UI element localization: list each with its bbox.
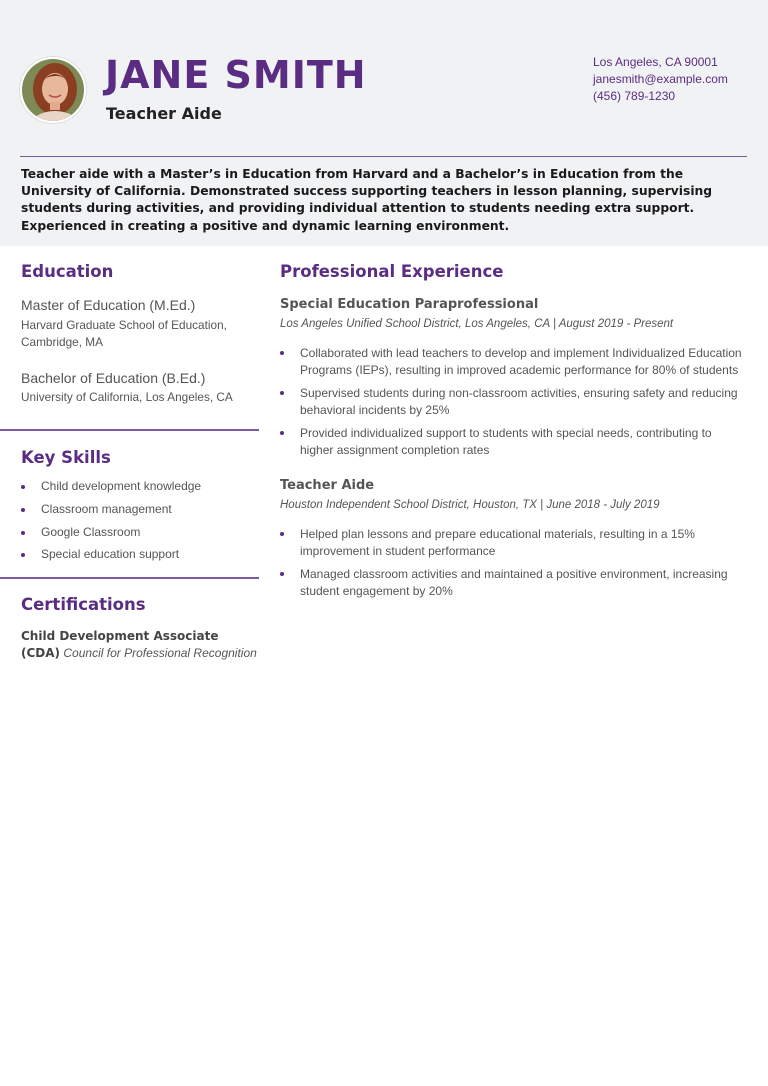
job-bullet-text: Supervised students during non-classroom activities, ensuring safety and reducing behavioral incidents by 25% [300, 386, 738, 417]
section-divider [0, 429, 259, 431]
skill-label: Google Classroom [41, 524, 141, 539]
job-bullet-text: Helped plan lessons and prepare educational materials, resulting in a 15% improvement in student performance [300, 527, 695, 558]
bullet-dot [280, 431, 284, 435]
job-meta: Los Angeles Unified School District, Los Angeles, CA | August 2019 - Present [280, 318, 674, 330]
job-bullet-text: Provided individualized support to students with special needs, contributing to higher assignment completion rates [300, 426, 712, 457]
bullet-dot [21, 553, 25, 557]
summary-text: Teacher aide with a Master’s in Education from Harvard and a Bachelor’s in Education from the University of California. Demonstrated success supporting teachers in lesson planning, supervising students during activities, and providing individual attention to students needing extra support. Experienced in creating a positive and dynamic learning environment. [21, 167, 713, 233]
education-school: Harvard Graduate School of Education, Cambridge, MA [21, 318, 227, 349]
skill-label: Child development knowledge [41, 479, 202, 493]
job-title: Special Education Paraprofessional [280, 297, 539, 312]
education-degree: Master of Education (M.Ed.) [21, 297, 196, 313]
skill-label: Special education support [41, 547, 180, 562]
education-school: University of California, Los Angeles, CA [21, 390, 233, 404]
bullet-dot [280, 572, 284, 576]
bullet-dot [21, 485, 25, 489]
job-bullet-item [280, 385, 742, 419]
certification-detail [21, 646, 257, 660]
job-bullet-item [280, 526, 742, 560]
certification-name: Child Development Associate [21, 629, 219, 643]
header-band [0, 0, 768, 246]
bullet-dot [21, 508, 25, 512]
skill-item [21, 475, 201, 498]
contact-phone[interactable]: (456) 789-1230 [593, 89, 676, 103]
contact-email[interactable]: janesmith@example.com [593, 72, 728, 86]
job-bullet-item [280, 566, 742, 600]
bullet-dot [21, 531, 25, 535]
experience-heading: Professional Experience [280, 262, 504, 281]
bullet-dot [280, 532, 284, 536]
certification-abbr: (CDA) [21, 646, 61, 660]
skills-heading: Key Skills [21, 448, 111, 467]
contact-block [593, 54, 728, 105]
job-bullets [280, 526, 742, 606]
bullet-dot [280, 351, 284, 355]
certification-org: Council for Professional Recognition [63, 646, 257, 660]
job-bullet-text: Managed classroom activities and maintained a positive environment, increasing student engagement by 20% [300, 567, 728, 598]
job-bullets [280, 345, 742, 465]
section-divider [0, 577, 259, 579]
education-degree: Bachelor of Education (B.Ed.) [21, 370, 206, 386]
bullet-dot [280, 391, 284, 395]
skill-item [21, 498, 201, 521]
header-divider [20, 156, 747, 157]
certifications-heading: Certifications [21, 595, 146, 614]
skill-label: Classroom management [41, 501, 172, 516]
job-meta: Houston Independent School District, Houston, TX | June 2018 - July 2019 [280, 499, 660, 511]
skill-item [21, 543, 201, 566]
job-bullet-item [280, 425, 742, 459]
skill-item [21, 521, 201, 544]
profile-photo [20, 57, 86, 123]
contact-location: Los Angeles, CA 90001 [593, 55, 718, 69]
education-heading: Education [21, 262, 114, 281]
skills-list [21, 475, 201, 566]
job-title: Teacher Aide [280, 478, 375, 493]
job-bullet-item [280, 345, 742, 379]
candidate-role: Teacher Aide [106, 104, 222, 123]
job-bullet-text: Collaborated with lead teachers to develop and implement Individualized Education Programs (IEPs), resulting in improved academic performance for 80% of students [300, 346, 742, 377]
candidate-name: JANE SMITH [105, 53, 367, 97]
